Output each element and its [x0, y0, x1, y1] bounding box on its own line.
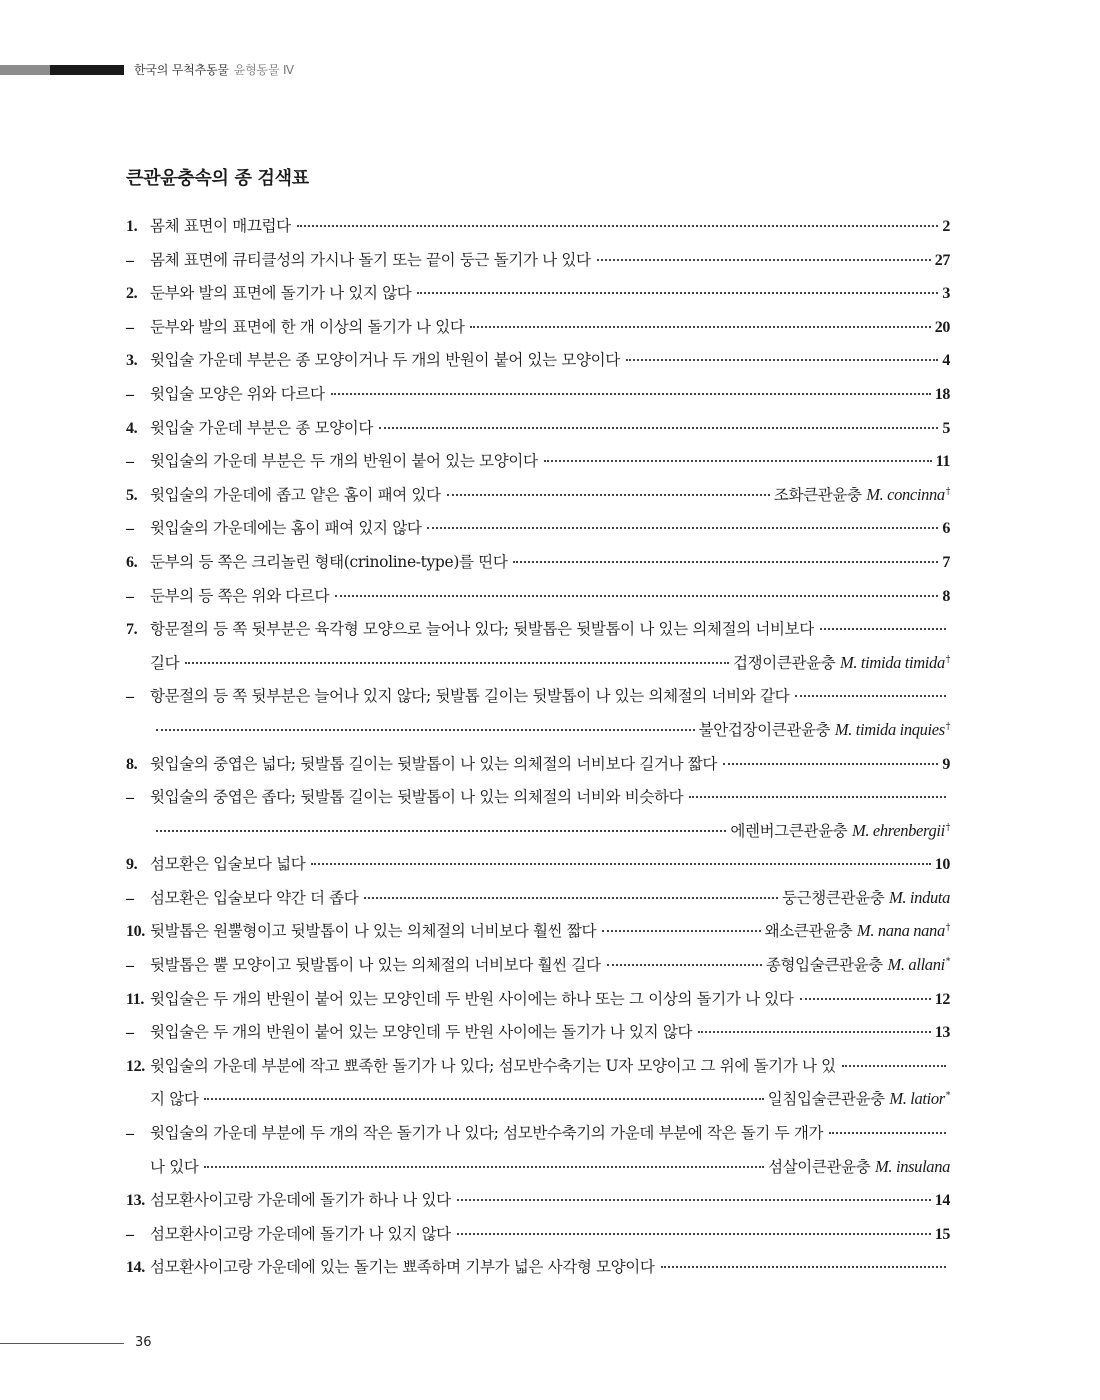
species-scientific-name: M. allani [887, 955, 945, 975]
species-scientific-name: M. induta [888, 887, 950, 907]
species-korean-name: 종형입술큰관윤충 [765, 956, 883, 975]
couplet-text: 섬모환은 입술보다 약간 더 좁다 [150, 888, 359, 907]
couplet-lead-to: 14 [934, 1192, 950, 1210]
couplet-number: – [126, 688, 134, 706]
couplet-text: 몸체 표면이 매끄럽다 [150, 217, 291, 235]
couplet-continuation [126, 819, 950, 853]
couplet-number: 9. [126, 856, 138, 874]
couplet-row [126, 1121, 950, 1155]
dot-leader [842, 1065, 946, 1067]
dot-leader [661, 1266, 946, 1268]
dot-leader [427, 527, 938, 529]
species-korean-name: 일침입술큰관윤충 [767, 1090, 885, 1109]
dot-leader [602, 930, 761, 932]
couplet-number: – [126, 1225, 134, 1243]
couplet-text: 뒷발톱은 뿔 모양이고 뒷발톱이 나 있는 의체절의 너비보다 훨씬 길다 [150, 956, 601, 975]
couplet-number: – [126, 453, 134, 471]
couplet-text: 항문절의 등 쪽 뒷부분은 늘어나 있지 않다; 뒷발톱 길이는 뒷발톱이 나 있는 의체절의 너비와 같다 [150, 687, 790, 706]
dot-leader [698, 1031, 931, 1033]
couplet-number: 10. [126, 923, 145, 941]
couplet-text: 뒷발톱은 원뿔형이고 뒷발톱이 나 있는 의체절의 너비보다 훨씬 짧다 [150, 922, 597, 941]
book-subtitle: 윤형동물 Ⅳ [233, 63, 294, 77]
couplet-number: – [126, 587, 134, 605]
couplet-row [126, 987, 950, 1021]
couplet-lead-to: 11 [935, 453, 950, 471]
dot-leader [447, 494, 770, 496]
couplet-lead-to: 15 [934, 1225, 950, 1243]
couplet-row [126, 1255, 950, 1289]
species-scientific-name: M. ehrenbergii [851, 820, 945, 840]
couplet-text: 윗입술 가운데 부분은 종 모양이다 [150, 418, 374, 437]
couplet-text: 윗입술의 가운데에는 홈이 패여 있지 않다 [150, 519, 422, 538]
dot-leader [457, 1233, 931, 1235]
couplet-text: 섬모환은 입술보다 넓다 [150, 855, 306, 874]
header-bar-black [50, 65, 124, 75]
couplet-species [765, 919, 950, 941]
species-mark: † [945, 923, 950, 934]
couplet-number: – [126, 251, 134, 269]
couplet-continuation [126, 1087, 950, 1121]
dot-leader [204, 1098, 763, 1100]
couplet-continuation [126, 651, 950, 685]
couplet-lead-to: 9 [942, 755, 950, 773]
dot-leader [297, 225, 939, 227]
identification-key [126, 214, 950, 1289]
couplet-species [782, 886, 950, 908]
couplet-number: 12. [126, 1057, 145, 1075]
couplet-lead-to: 6 [942, 520, 950, 538]
book-title: 한국의 무척추동물 [134, 63, 229, 77]
footer-rule [0, 1343, 124, 1344]
couplet-lead-to: 3 [942, 285, 950, 303]
couplet-number: – [126, 318, 134, 336]
dot-leader [156, 830, 726, 832]
dot-leader [829, 1132, 946, 1134]
couplet-number: – [126, 957, 134, 975]
couplet-row [126, 214, 950, 248]
species-korean-name: 조화큰관윤충 [773, 485, 862, 504]
dot-leader [364, 897, 778, 899]
couplet-row [126, 684, 950, 718]
couplet-number: 4. [126, 419, 138, 437]
couplet-text: 윗입술은 두 개의 반원이 붙어 있는 모양인데 두 반원 사이에는 하나 또는 그 이상의 돌기가 나 있다 [150, 989, 794, 1008]
species-korean-name: 왜소큰관윤충 [764, 922, 853, 941]
couplet-lead-to: 27 [934, 251, 950, 269]
couplet-row [126, 617, 950, 651]
species-scientific-name: M. insulana [875, 1156, 950, 1176]
section-title: 큰관윤충속의 종 검색표 [126, 168, 309, 189]
couplet-row [126, 449, 950, 483]
dot-leader [626, 359, 939, 361]
couplet-number: 7. [126, 621, 138, 639]
couplet-number: 14. [126, 1259, 145, 1277]
species-korean-name: 둥근챙큰관윤충 [782, 888, 885, 907]
couplet-text: 몸체 표면에 큐티클성의 가시나 돌기 또는 끝이 둥근 돌기가 나 있다 [150, 250, 591, 269]
couplet-species [766, 953, 950, 975]
species-scientific-name: M. timida inquies [834, 719, 945, 739]
couplet-row [126, 1188, 950, 1222]
couplet-lead-to: 12 [934, 990, 950, 1008]
couplet-text: 윗입술 모양은 위와 다르다 [150, 384, 325, 403]
couplet-text: 둔부와 발의 표면에 돌기가 나 있지 않다 [150, 284, 412, 303]
dot-leader [544, 460, 932, 462]
couplet-lead-to: 10 [934, 856, 950, 874]
couplet-number: 1. [126, 218, 138, 235]
couplet-row [126, 281, 950, 315]
couplet-text: 둔부의 등 쪽은 크리놀린 형태(crinoline-type)를 띤다 [150, 552, 508, 571]
couplet-number: – [126, 1024, 134, 1042]
couplet-row [126, 550, 950, 584]
couplet-species [733, 651, 950, 673]
couplet-continuation [126, 718, 950, 752]
species-scientific-name: M. latior [889, 1089, 945, 1109]
couplet-lead-to: 5 [942, 419, 950, 437]
couplet-number: – [126, 1125, 134, 1143]
header-bar-gray [0, 65, 50, 75]
species-scientific-name: M. nana nana [856, 921, 945, 941]
species-korean-name: 섬살이큰관윤충 [768, 1157, 871, 1176]
dot-leader [204, 1166, 764, 1168]
couplet-row [126, 785, 950, 819]
couplet-text: 윗입술의 가운데에 좁고 얕은 홈이 패여 있다 [150, 485, 441, 504]
couplet-text: 윗입술의 가운데 부분은 두 개의 반원이 붙어 있는 모양이다 [150, 452, 538, 471]
couplet-text-continued: 지 않다 [150, 1090, 199, 1109]
couplet-number: 3. [126, 352, 138, 370]
couplet-text: 섬모환사이고랑 가운데에 돌기가 하나 나 있다 [150, 1191, 451, 1210]
couplet-number: 13. [126, 1192, 145, 1210]
couplet-number: 6. [126, 553, 138, 571]
couplet-row [126, 1222, 950, 1256]
species-mark: † [945, 486, 950, 497]
couplet-row [126, 382, 950, 416]
couplet-text: 윗입술의 가운데 부분에 작고 뾰족한 돌기가 나 있다; 섬모반수축기는 U자 모양이고 그 위에 돌기가 나 있 [150, 1056, 836, 1075]
couplet-number: 5. [126, 486, 138, 504]
dot-leader [820, 628, 946, 630]
dot-leader [156, 729, 695, 731]
dot-leader [457, 1199, 931, 1201]
couplet-text: 윗입술의 중엽은 좁다; 뒷발톱 길이는 뒷발톱이 나 있는 의체절의 너비와 비슷하다 [150, 788, 684, 807]
couplet-number: – [126, 385, 134, 403]
couplet-continuation [126, 1155, 950, 1189]
dot-leader [689, 796, 946, 798]
dot-leader [417, 292, 938, 294]
couplet-row [126, 483, 950, 517]
dot-leader [331, 393, 931, 395]
couplet-number: 2. [126, 285, 138, 303]
species-mark: † [945, 654, 950, 665]
dot-leader [379, 427, 938, 429]
species-mark: * [945, 1091, 950, 1102]
couplet-text: 윗입술의 가운데 부분에 두 개의 작은 돌기가 나 있다; 섬모반수축기의 가운데 부분에 작은 돌기 두 개가 [150, 1124, 824, 1143]
dot-leader [470, 326, 930, 328]
species-korean-name: 겁쟁이큰관윤충 [733, 653, 836, 672]
couplet-text: 항문절의 등 쪽 뒷부분은 육각형 모양으로 늘어나 있다; 뒷발톱은 뒷발톱이 나 있는 의체절의 너비보다 [150, 620, 814, 639]
couplet-number: – [126, 789, 134, 807]
dot-leader [723, 763, 938, 765]
page-number: 36 [135, 1335, 152, 1350]
couplet-row [126, 886, 950, 920]
couplet-row [126, 315, 950, 349]
couplet-lead-to: 20 [934, 318, 950, 336]
couplet-row [126, 516, 950, 550]
dot-leader [597, 259, 931, 261]
couplet-species [730, 819, 950, 841]
couplet-row [126, 248, 950, 282]
couplet-text: 섬모환사이고랑 가운데에 돌기가 나 있지 않다 [150, 1224, 451, 1243]
species-korean-name: 에렌버그큰관윤충 [730, 821, 848, 840]
couplet-lead-to: 18 [934, 385, 950, 403]
couplet-species [774, 483, 950, 505]
dot-leader [800, 998, 931, 1000]
couplet-text: 윗입술의 중엽은 넓다; 뒷발톱 길이는 뒷발톱이 나 있는 의체절의 너비보다 길거나 짧다 [150, 754, 718, 773]
couplet-row [126, 416, 950, 450]
couplet-text: 윗입술은 두 개의 반원이 붙어 있는 모양인데 두 반원 사이에는 돌기가 나 있지 않다 [150, 1023, 693, 1042]
couplet-lead-to: 13 [934, 1024, 950, 1042]
dot-leader [607, 964, 762, 966]
couplet-lead-to: 2 [942, 218, 950, 235]
couplet-row [126, 919, 950, 953]
couplet-number: – [126, 520, 134, 538]
couplet-text: 섬모환사이고랑 가운데에 있는 돌기는 뾰족하며 기부가 넓은 사각형 모양이다 [150, 1258, 655, 1277]
species-korean-name: 불안겁장이큰관윤충 [698, 720, 831, 739]
dot-leader [335, 595, 938, 597]
dot-leader [795, 695, 946, 697]
dot-leader [513, 561, 938, 563]
couplet-row [126, 953, 950, 987]
species-scientific-name: M. timida timida [839, 652, 945, 672]
couplet-species [768, 1155, 950, 1177]
couplet-row [126, 348, 950, 382]
dot-leader [311, 863, 930, 865]
couplet-text: 둔부와 발의 표면에 한 개 이상의 돌기가 나 있다 [150, 317, 465, 336]
couplet-row [126, 852, 950, 886]
species-mark: * [945, 956, 950, 967]
couplet-text-continued: 길다 [150, 653, 180, 672]
couplet-text: 둔부의 등 쪽은 위와 다르다 [150, 586, 330, 605]
couplet-row [126, 584, 950, 618]
couplet-text: 윗입술 가운데 부분은 종 모양이거나 두 개의 반원이 붙어 있는 모양이다 [150, 351, 620, 370]
couplet-number: 8. [126, 755, 138, 773]
couplet-row [126, 1020, 950, 1054]
couplet-lead-to: 8 [942, 587, 950, 605]
couplet-number: – [126, 889, 134, 907]
running-header [134, 61, 294, 78]
couplet-row [126, 1054, 950, 1088]
couplet-row [126, 752, 950, 786]
dot-leader [185, 662, 729, 664]
couplet-species [768, 1087, 950, 1109]
couplet-number: 11. [126, 990, 145, 1008]
couplet-lead-to: 4 [942, 352, 950, 370]
couplet-text-continued: 나 있다 [150, 1157, 199, 1176]
couplet-species [699, 718, 950, 740]
species-mark: † [945, 822, 950, 833]
species-mark: † [945, 721, 950, 732]
species-scientific-name: M. concinna [866, 484, 945, 504]
couplet-lead-to: 7 [942, 553, 950, 571]
